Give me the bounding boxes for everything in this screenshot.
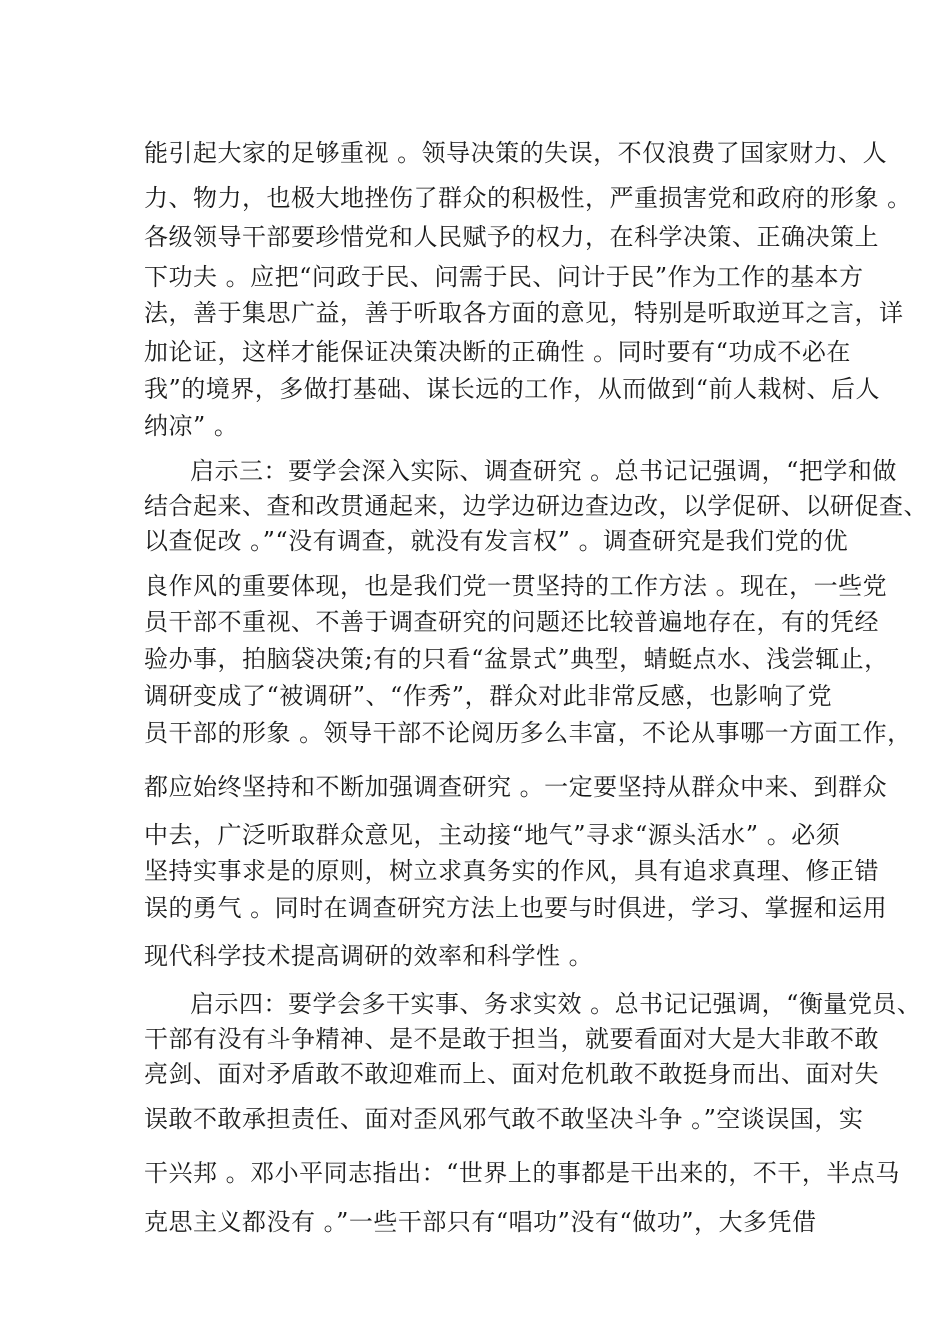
text-line: 调研变成了“被调研”、“作秀”，群众对此非常反感，也影响了党	[144, 682, 833, 710]
text-line: 中去，广泛听取群众意见，主动接“地气”寻求“源头活水” 。必须	[144, 821, 841, 849]
text-line: 误的勇气 。同时在调查研究方法上也要与时俱进，学习、掌握和运用	[144, 894, 888, 922]
text-line: 结合起来、查和改贯通起来，边学边研边查边改，以学促研、以研促查、	[144, 492, 928, 520]
text-line: 亮剑、面对矛盾敢不敢迎难而上、面对危机敢不敢挺身而出、面对失	[144, 1060, 879, 1088]
text-line: 现代科学技术提高调研的效率和科学性 。	[144, 942, 594, 970]
text-line: 以查促改 。”“没有调查，就没有发言权” 。调查研究是我们党的优	[144, 527, 849, 555]
text-line: 员干部的形象 。领导干部不论阅历多么丰富，不论从事哪一方面工作，	[144, 719, 912, 747]
paragraph-heading-line: 启示三：要学会深入实际、调查研究 。总书记记强调，“把学和做	[190, 457, 897, 485]
text-line: 误敢不敢承担责任、面对歪风邪气敢不敢坚决斗争 。”空谈误国，实	[144, 1105, 864, 1133]
text-line: 都应始终坚持和不断加强调查研究 。一定要坚持从群众中来、到群众	[144, 773, 888, 801]
text-line: 干兴邦 。邓小平同志指出：“世界上的事都是干出来的，不干，半点马	[144, 1159, 900, 1187]
text-line: 法，善于集思广益，善于听取各方面的意见，特别是听取逆耳之言，详	[144, 299, 904, 327]
text-line: 坚持实事求是的原则，树立求真务实的作风，具有追求真理、修正错	[144, 857, 879, 885]
text-line: 加论证，这样才能保证决策决断的正确性 。同时要有“功成不必在	[144, 338, 851, 366]
paragraph-heading-line: 启示四：要学会多干实事、务求实效 。总书记记强调，“衡量党员、	[190, 990, 922, 1018]
text-line: 员干部不重视、不善于调查研究的问题还比较普遍地存在，有的凭经	[144, 608, 879, 636]
text-line: 能引起大家的足够重视 。领导决策的失误，不仅浪费了国家财力、人	[144, 139, 888, 167]
text-line: 力、物力，也极大地挫伤了群众的积极性，严重损害党和政府的形象 。	[144, 184, 912, 212]
text-line: 下功夫 。应把“问政于民、问需于民、问计于民”作为工作的基本方	[144, 263, 864, 291]
text-line: 各级领导干部要珍惜党和人民赋予的权力，在科学决策、正确决策上	[144, 223, 879, 251]
text-line: 纳凉” 。	[144, 412, 239, 440]
text-line: 我”的境界，多做打基础、谋长远的工作，从而做到“前人栽树、后人	[144, 375, 881, 403]
text-line: 验办事，拍脑袋决策;有的只看“盆景式”典型，蜻蜓点水、浅尝辄止，	[144, 645, 889, 673]
text-line: 干部有没有斗争精神、是不是敢于担当，就要看面对大是大非敢不敢	[144, 1025, 879, 1053]
text-line: 良作风的重要体现，也是我们党一贯坚持的工作方法 。现在，一些党	[144, 572, 888, 600]
text-line: 克思主义都没有 。”一些干部只有“唱功”没有“做功”，大多凭借	[144, 1208, 817, 1236]
